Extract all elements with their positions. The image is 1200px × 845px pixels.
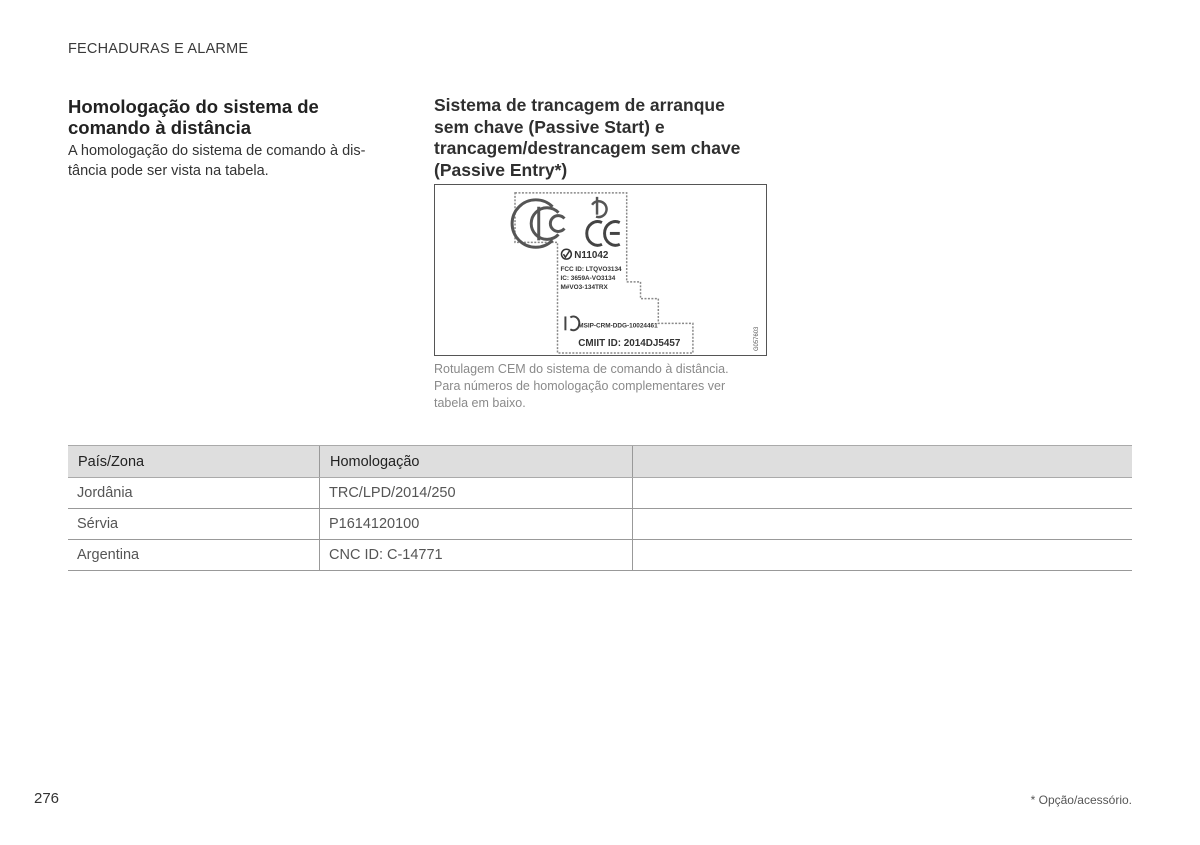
left-body-line: tância pode ser vista na tabela. [68, 163, 269, 179]
cell-homologation: P1614120100 [320, 509, 633, 540]
caption-line: Rotulagem CEM do sistema de comando à distância. [434, 362, 729, 376]
c-tick-icon [592, 197, 606, 217]
right-heading-line: sem chave (Passive Start) e [434, 116, 665, 137]
left-heading [68, 96, 398, 138]
label-fcc-id: FCC ID: LTQVO3134 [560, 265, 622, 273]
right-heading-line: (Passive Entry*) [434, 159, 568, 180]
left-heading-line: comando à distância [68, 117, 251, 138]
ce-mark-icon [587, 222, 620, 246]
caption-line: tabela em baixo. [434, 396, 526, 410]
label-msip: MSIP-CRM-DDG-10024461 [578, 322, 658, 330]
column-header-homologation: Homologação [320, 446, 633, 478]
cell-homologation: TRC/LPD/2014/250 [320, 478, 633, 509]
footnote: * Opção/acessório. [1030, 793, 1132, 807]
column-header-empty [633, 446, 1133, 478]
left-heading-line: Homologação do sistema de [68, 96, 319, 117]
figure-caption [434, 361, 764, 412]
cell-country: Jordânia [68, 478, 320, 509]
section-title: FECHADURAS E ALARME [68, 41, 249, 57]
left-body-text [68, 141, 398, 181]
cell-country: Sérvia [68, 509, 320, 540]
label-ic: IC: 3659A-VO3134 [560, 274, 616, 282]
table-header-row [68, 446, 1132, 478]
label-mp: M#VO3-134TRX [560, 283, 608, 291]
kc-mark-icon [565, 316, 579, 330]
emc-label-figure [434, 184, 767, 356]
homologation-table [68, 445, 1132, 571]
cell-empty [633, 509, 1133, 540]
caption-line: Para números de homologação complementares ver [434, 379, 726, 393]
image-code: G057603 [754, 326, 761, 352]
column-header-country: País/Zona [68, 446, 320, 478]
cell-empty [633, 540, 1133, 571]
cell-country: Argentina [68, 540, 320, 571]
left-body-line: A homologação do sistema de comando à dis- [68, 143, 366, 159]
table-row [68, 540, 1132, 571]
right-heading-line: Sistema de trancagem de arranque [434, 95, 725, 115]
right-heading [434, 95, 774, 181]
label-model: N11042 [574, 250, 609, 262]
rcm-mark-icon [512, 200, 564, 247]
cell-homologation: CNC ID: C-14771 [320, 540, 633, 571]
table-row [68, 509, 1132, 540]
cell-empty [633, 478, 1133, 509]
label-cmiit: CMIIT ID: 2014DJ5457 [578, 338, 681, 350]
table-row [68, 478, 1132, 509]
right-heading-line: trancagem/destrancagem sem chave [434, 138, 741, 158]
page-number: 276 [34, 790, 60, 807]
